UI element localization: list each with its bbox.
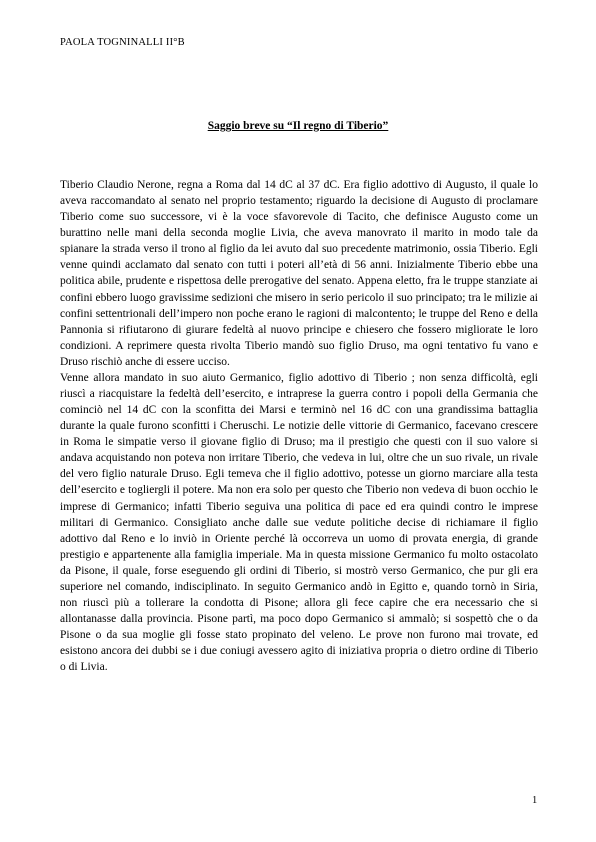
paragraph-2: Venne allora mandato in suo aiuto Germanico, figlio adottivo di Tiberio ; non senza difficoltà, egli riuscì a riacquistare la fedeltà dell’esercito, e intraprese la guerra contro i popoli della Germania che cominciò nel 14 dC con la sconfitta dei Marsi e terminò nel 16 dC con una grandissima battaglia durante la quale furono sconfitti i Cheruschi. Le notizie delle vittorie di Germanico, facevano crescere in Roma le simpatie verso il giovane figlio di Druso; ma il prestigio che questi con il suo valore si andava acquistando non poteva non irritare Tiberio, che vedeva in lui, oltre che un suo rivale, un rivale del vero figlio naturale Druso. Egli temeva che il figlio adottivo, potesse un giorno marciare alla testa dell’esercito e togliergli il potere. Ma non era solo per questo che Tiberio non vedeva di buon occhio le imprese di Germanico; infatti Tiberio seguiva una politica di pace ed era quindi contro le imprese militari di Germanico. Consigliato anche dalle sue vedute politiche decise di richiamare il figlio adottivo dal Reno e lo inviò in Oriente perché là occorreva un uomo di provata energia, di grande prestigio e appartenente alla famiglia imperiale. Ma in questa missione Germanico fu molto ostacolato da Pisone, il quale, forse eseguendo gli ordini di Tiberio, si mostrò verso Germanico, che pur gli era superiore nel comando, indisciplinato. In seguito Germanico andò in Egitto e, quando tornò in Siria, non riuscì più a tollerare la condotta di Pisone; allora gli fece capire che era necessario che si allontanasse dalla provincia. Pisone partì, ma poco dopo Germanico si ammalò; si sospettò che o da Pisone o da sua moglie gli fosse stato propinato del veleno. Le prove non furono mai trovate, ed esistono ancora dei dubbi se i due coniugi avessero agito di iniziativa propria o dietro ordine di Tiberio o di Livia. [60, 371, 538, 674]
page-number: 1 [532, 795, 538, 806]
paragraph-1: Tiberio Claudio Nerone, regna a Roma dal 14 dC al 37 dC. Era figlio adottivo di Augusto, il quale lo aveva raccomandato al senato nel proprio testamento; riguardo la decisione di Augusto di proclamare Tiberio come suo successore, vi è la voce sfavorevole di Tacito, che definisce Augusto come un burattino nelle mani della seconda moglie Livia, che aveva manovrato il marito in modo tale da spianare la strada verso il trono al figlio da lei avuto dal suo precedente matrimonio, ossia Tiberio. Egli venne quindi acclamato dal senato con tutti i poteri all’età di 56 anni. Inizialmente Tiberio ebbe una politica abile, prudente e rispettosa delle prerogative del senato. Appena eletto, fra le truppe stanziate ai confini ebbero luogo gravissime sedizioni che misero in serio pericolo il suo principato; tra le milizie ai confini settentrionali dell’impero non poche erano le ragioni di malcontento; le truppe del Reno e della Pannonia si rifiutarono di giurare fedeltà al nuovo principe e chiesero che fossero migliorate le loro condizioni. A reprimere questa rivolta Tiberio mandò suo figlio Druso, ma ogni tentativo fu vano e Druso rischiò anche di essere ucciso. [60, 179, 538, 368]
author-header: PAOLA TOGNINALLI II°B [60, 37, 185, 48]
document-title: Saggio breve su “Il regno di Tiberio” [207, 120, 389, 132]
document-body [60, 177, 538, 675]
